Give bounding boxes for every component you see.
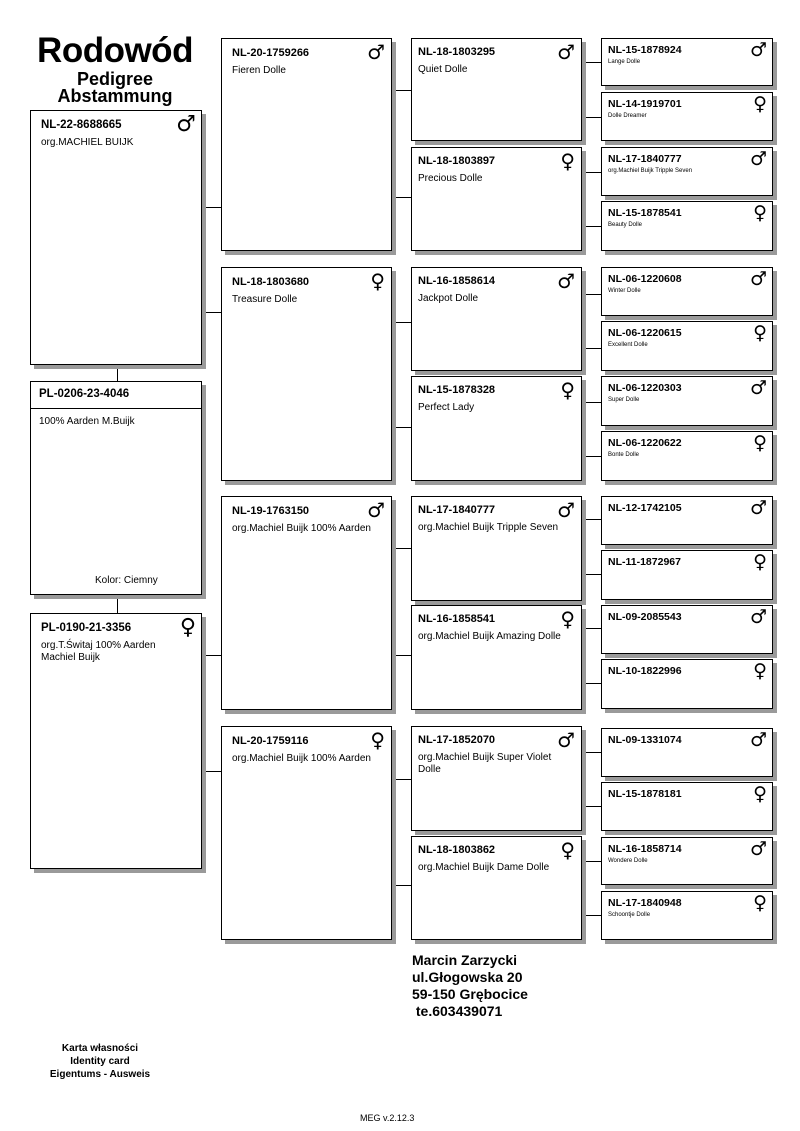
- great-grandparent-ring: NL-18-1803295: [418, 46, 496, 58]
- grandparent-ring: NL-20-1759266: [232, 47, 310, 59]
- great-great-grandparent-card[interactable]: [601, 147, 773, 196]
- dam-card[interactable]: [30, 613, 202, 869]
- female-icon: ♀: [560, 838, 575, 862]
- subject-color: Kolor: Ciemny: [95, 575, 158, 586]
- male-icon: ♂: [367, 498, 385, 522]
- great-grandparent-card[interactable]: [411, 147, 582, 251]
- grandparent-name: Treasure Dolle: [232, 294, 298, 305]
- great-grandparent-card[interactable]: [411, 836, 582, 940]
- ggg-ring: NL-06-1220615: [608, 327, 682, 339]
- great-grandparent-name: Quiet Dolle: [418, 64, 468, 75]
- ggg-name: Wondere Dolle: [608, 858, 648, 864]
- great-great-grandparent-card[interactable]: [601, 605, 773, 654]
- female-icon: ♀: [753, 432, 767, 454]
- male-icon: ♂: [557, 40, 575, 64]
- sire-ring: NL-22-8688665: [41, 119, 122, 131]
- software-version: MEG v.2.12.3: [360, 1113, 415, 1123]
- great-grandparent-name: org.Machiel Buijk Dame Dolle: [418, 862, 550, 873]
- ggg-ring: NL-15-1878924: [608, 44, 682, 56]
- ggg-ring: NL-12-1742105: [608, 502, 682, 514]
- female-icon: ♀: [753, 660, 767, 682]
- great-great-grandparent-card[interactable]: [601, 431, 773, 481]
- ggg-ring: NL-17-1840948: [608, 897, 682, 909]
- great-great-grandparent-card[interactable]: [601, 837, 773, 885]
- page-title: Rodowód: [37, 31, 193, 70]
- identity-card-label: [30, 1042, 170, 1081]
- great-great-grandparent-card[interactable]: [601, 92, 773, 141]
- great-great-grandparent-card[interactable]: [601, 376, 773, 426]
- female-icon: ♀: [753, 322, 767, 344]
- great-grandparent-card[interactable]: [411, 376, 582, 481]
- owner-city: 59-150 Grębocice: [412, 986, 528, 1002]
- ggg-ring: NL-14-1919701: [608, 98, 682, 110]
- great-great-grandparent-card[interactable]: [601, 891, 773, 940]
- great-grandparent-card[interactable]: [411, 605, 582, 710]
- male-icon: ♂: [749, 838, 767, 860]
- great-great-grandparent-card[interactable]: [601, 321, 773, 371]
- ggg-name: Beauty Dolle: [608, 222, 643, 228]
- page-subtitle-en: Pedigree: [76, 69, 154, 89]
- ggg-ring: NL-11-1872967: [608, 556, 681, 568]
- female-icon: ♀: [179, 615, 196, 640]
- great-great-grandparent-card[interactable]: [601, 267, 773, 316]
- great-grandparent-ring: NL-17-1852070: [418, 734, 496, 746]
- male-icon: ♂: [557, 498, 575, 522]
- female-icon: ♀: [753, 551, 767, 573]
- great-grandparent-name: org.Machiel Buijk Amazing Dolle: [418, 631, 561, 642]
- female-icon: ♀: [753, 93, 767, 115]
- great-grandparent-name: org.Machiel Buijk Tripple Seven: [418, 522, 559, 533]
- male-icon: ♂: [749, 148, 767, 170]
- male-icon: ♂: [749, 606, 767, 628]
- ggg-ring: NL-10-1822996: [608, 665, 682, 677]
- dam-ring: PL-0190-21-3356: [41, 622, 132, 634]
- great-great-grandparent-card[interactable]: [601, 201, 773, 251]
- grandparent-name: org.Machiel Buijk 100% Aarden: [232, 523, 371, 534]
- ggg-ring: NL-06-1220622: [608, 437, 682, 449]
- female-icon: ♀: [753, 892, 767, 914]
- great-grandparent-card[interactable]: [411, 496, 582, 601]
- male-icon: ♂: [749, 377, 767, 399]
- great-grandparent-ring: NL-15-1878328: [418, 384, 496, 396]
- great-grandparent-ring: NL-18-1803897: [418, 155, 496, 167]
- grandparent-card[interactable]: [221, 496, 392, 710]
- grandparent-name: Fieren Dolle: [232, 65, 286, 76]
- great-great-grandparent-card[interactable]: [601, 659, 773, 709]
- female-icon: ♀: [560, 378, 575, 402]
- ggg-name: Super Dolle: [608, 397, 640, 403]
- male-icon: ♂: [557, 728, 575, 752]
- male-icon: ♂: [176, 112, 196, 137]
- ggg-name: Winter Dolle: [608, 288, 641, 294]
- male-icon: ♂: [749, 729, 767, 751]
- ggg-ring: NL-06-1220608: [608, 273, 682, 285]
- female-icon: ♀: [370, 269, 385, 293]
- great-great-grandparent-card[interactable]: [601, 38, 773, 86]
- ggg-name: Schoontje Dolle: [608, 912, 651, 918]
- male-icon: ♂: [749, 497, 767, 519]
- card-label-pl: Karta własności: [61, 1043, 139, 1054]
- great-great-grandparent-card[interactable]: [601, 782, 773, 831]
- grandparent-card[interactable]: [221, 38, 392, 251]
- ggg-ring: NL-09-1331074: [608, 734, 682, 746]
- owner-phone: te.603439071: [412, 1003, 503, 1019]
- ggg-ring: NL-06-1220303: [608, 382, 682, 394]
- female-icon: ♀: [560, 149, 575, 173]
- female-icon: ♀: [560, 607, 575, 631]
- great-grandparent-name: Perfect Lady: [418, 402, 475, 413]
- male-icon: ♂: [749, 268, 767, 290]
- grandparent-ring: NL-20-1759116: [232, 735, 309, 747]
- ggg-name: Bonte Dolle: [608, 452, 640, 458]
- grandparent-card[interactable]: [221, 726, 392, 940]
- great-great-grandparent-card[interactable]: [601, 496, 773, 545]
- male-icon: ♂: [367, 40, 385, 64]
- female-icon: ♀: [753, 202, 767, 224]
- great-grandparent-name: Jackpot Dolle: [418, 293, 479, 304]
- female-icon: ♀: [370, 728, 385, 752]
- grandparent-name: org.Machiel Buijk 100% Aarden: [232, 753, 371, 764]
- card-label-de: Eigentums - Ausweis: [49, 1069, 151, 1080]
- ggg-ring: NL-16-1858714: [608, 843, 682, 855]
- great-grandparent-card[interactable]: [411, 38, 582, 141]
- grandparent-ring: NL-18-1803680: [232, 276, 310, 288]
- owner-address: [412, 952, 528, 1020]
- great-grandparent-ring: NL-17-1840777: [418, 504, 496, 516]
- great-grandparent-ring: NL-16-1858614: [418, 275, 496, 287]
- ggg-ring: NL-15-1878181: [608, 788, 682, 800]
- card-label-en: Identity card: [70, 1056, 130, 1067]
- ggg-ring: NL-15-1878541: [608, 207, 682, 219]
- sire-name: org.MACHIEL BUIJK: [41, 137, 134, 148]
- grandparent-ring: NL-19-1763150: [232, 505, 310, 517]
- female-icon: ♀: [753, 783, 767, 805]
- subject-description: 100% Aarden M.Buijk: [39, 416, 135, 427]
- ggg-ring: NL-09-2085543: [608, 611, 682, 623]
- great-grandparent-name: org.Machiel Buijk Super Violet Dolle: [418, 752, 552, 775]
- great-grandparent-card[interactable]: [411, 267, 582, 371]
- subject-header: [31, 382, 201, 409]
- dam-name: org.T.Świtaj 100% Aarden Machiel Buijk: [41, 640, 156, 663]
- great-great-grandparent-card[interactable]: [601, 728, 773, 777]
- great-great-grandparent-card[interactable]: [601, 550, 773, 600]
- great-grandparent-card[interactable]: [411, 726, 582, 831]
- subject-ring: PL-0206-23-4046: [39, 388, 130, 400]
- sire-card[interactable]: [30, 110, 202, 365]
- ggg-name: org.Machiel Buijk Tripple Seven: [608, 168, 693, 174]
- page-subtitle-de: Abstammung: [57, 86, 173, 106]
- male-icon: ♂: [557, 269, 575, 293]
- grandparent-card[interactable]: [221, 267, 392, 481]
- great-grandparent-name: Precious Dolle: [418, 173, 483, 184]
- ggg-name: Excellent Dolle: [608, 342, 648, 348]
- owner-name: Marcin Zarzycki: [412, 952, 518, 968]
- great-grandparent-ring: NL-16-1858541: [418, 613, 496, 625]
- great-grandparent-ring: NL-18-1803862: [418, 844, 496, 856]
- owner-street: ul.Głogowska 20: [412, 969, 523, 985]
- subject-card[interactable]: [30, 381, 202, 595]
- ggg-ring: NL-17-1840777: [608, 153, 682, 165]
- male-icon: ♂: [749, 39, 767, 61]
- ggg-name: Lange Dolle: [608, 59, 641, 65]
- ggg-name: Dolle Dreamer: [608, 113, 647, 119]
